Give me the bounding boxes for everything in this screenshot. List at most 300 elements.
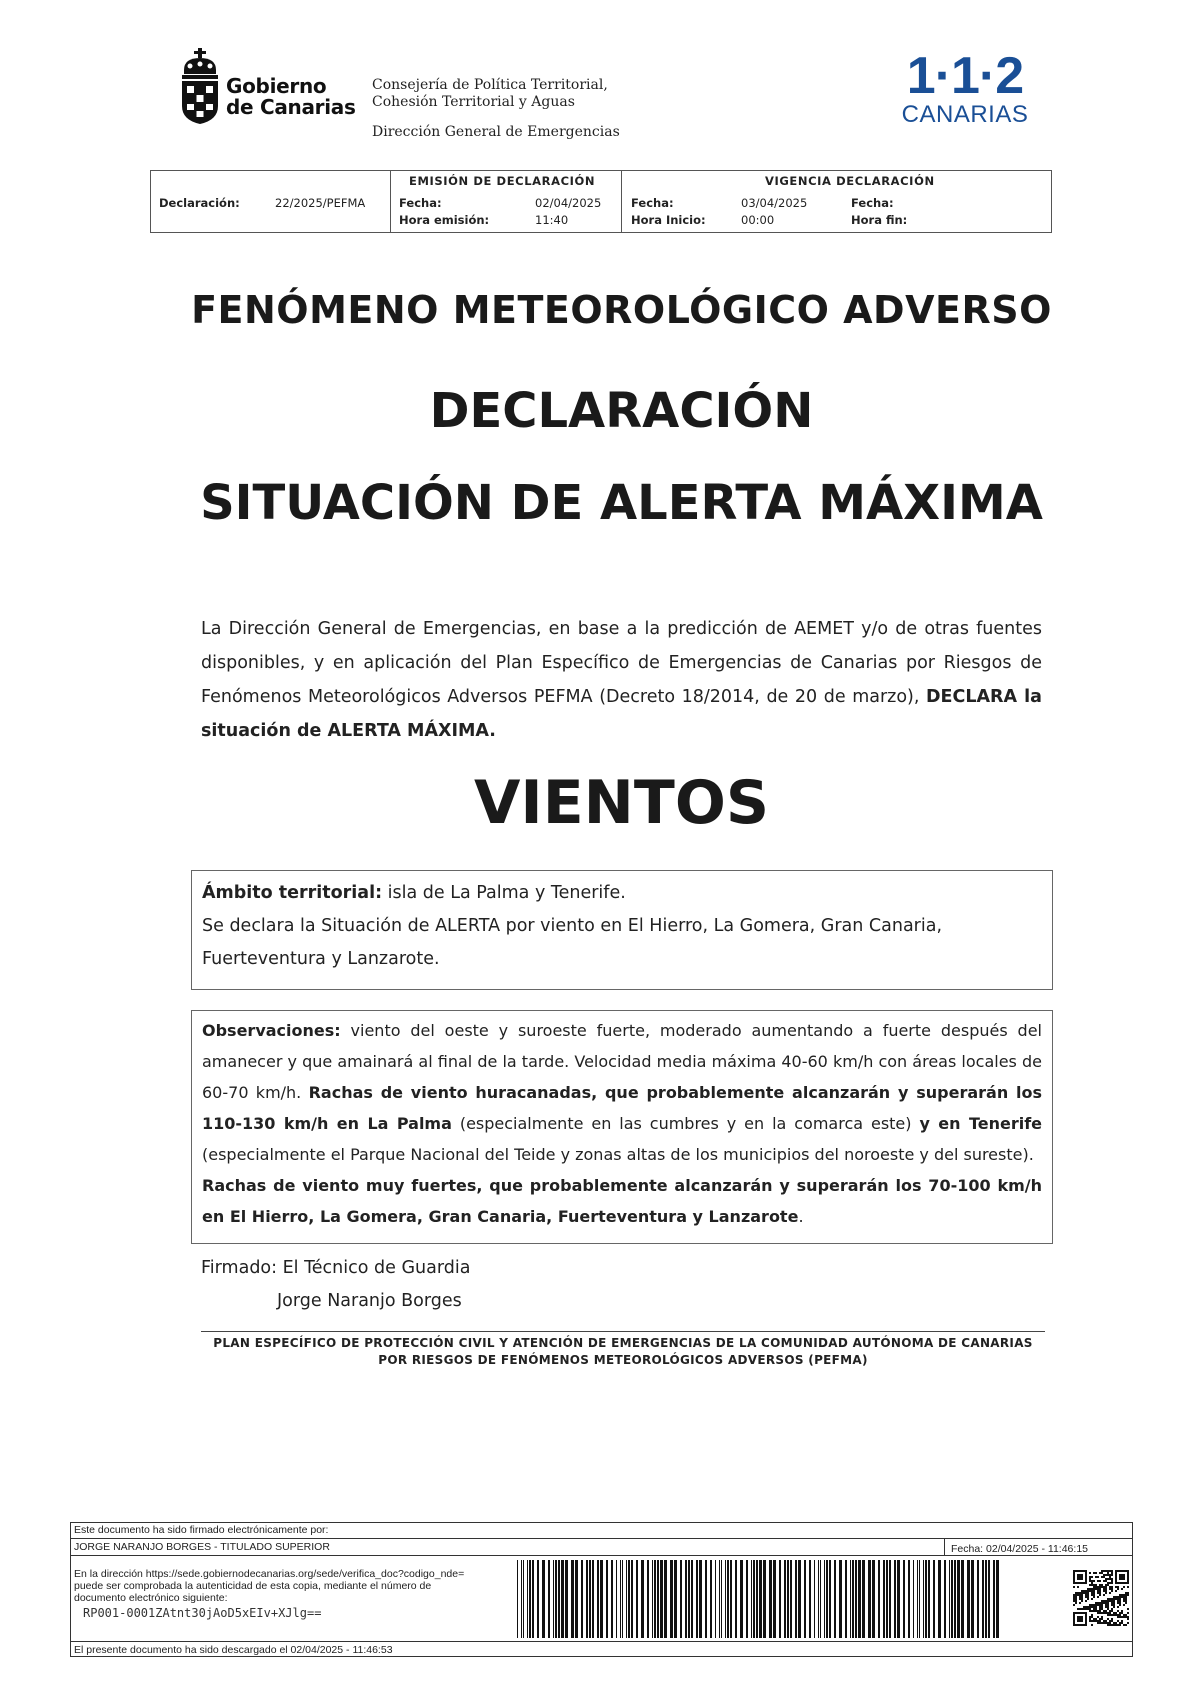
qr-cell [1089,1590,1091,1592]
qr-cell [1115,1622,1117,1624]
qr-cell [1093,1580,1095,1582]
qr-cell [1083,1608,1085,1610]
qr-cell [1109,1574,1111,1576]
barcode-bar [699,1560,702,1638]
barcode-bar [908,1560,910,1638]
barcode-bar [725,1560,726,1638]
barcode-bar [897,1560,900,1638]
qr-cell [1111,1614,1113,1616]
qr-cell [1087,1590,1089,1592]
qr-cell [1093,1620,1095,1622]
consejeria-line1: Consejería de Política Territorial, [372,77,608,93]
observaciones-paragraph2 [202,1170,1042,1232]
observaciones-text2: (especialmente en las cumbres y en la comarca este) [451,1114,920,1133]
qr-cell [1111,1604,1113,1606]
intro-text: La Dirección General de Emergencias, en base a la predicción de AEMET y/o de otras fuentes disponibles, y en aplicación del Plan Específico de Emergencias de Canarias por Riesgos de Fenómenos Meteorológicos Adversos PEFMA (Decreto 18/2014, de 20 de marzo), [201,619,1042,707]
qr-cell [1075,1594,1077,1596]
qr-cell [1093,1594,1095,1596]
barcode-bar [527,1560,528,1638]
qr-cell [1107,1578,1109,1580]
qr-cell [1103,1600,1105,1602]
qr-cell [1095,1602,1097,1604]
vigencia-fecha-label: Fecha: [631,196,674,210]
qr-cell [1109,1578,1111,1580]
barcode-bar [548,1560,550,1638]
plan-line2: POR RIESGOS DE FENÓMENOS METEOROLÓGICOS ADVERSOS (PEFMA) [378,1353,868,1367]
observaciones-text4: . [798,1207,804,1226]
qr-cell [1087,1596,1089,1598]
qr-cell [1113,1600,1115,1602]
qr-cell [1099,1612,1101,1614]
barcode-bar [586,1560,588,1638]
qr-cell [1091,1614,1093,1616]
barcode-bar [862,1560,865,1638]
qr-cell [1111,1582,1113,1584]
qr-cell [1109,1588,1111,1590]
qr-cell [1093,1604,1095,1606]
qr-cell [1119,1602,1121,1604]
qr-cell [1093,1592,1095,1594]
qr-cell [1081,1590,1083,1592]
barcode-bar [532,1560,534,1638]
qr-cell [1107,1608,1109,1610]
barcode-bar [647,1560,649,1638]
barcode-bar [988,1560,990,1638]
qr-cell [1121,1594,1123,1596]
observaciones-paragraph [202,1015,1042,1170]
barcode-bar [820,1560,821,1638]
qr-cell [1099,1594,1101,1596]
qr-cell [1107,1612,1109,1614]
title-declaracion: DECLARACIÓN [429,383,814,439]
qr-cell [1079,1592,1081,1594]
barcode-bar [784,1560,786,1638]
qr-cell [1115,1598,1117,1600]
qr-cell [1127,1616,1129,1618]
qr-cell [1089,1604,1091,1606]
qr-cell [1125,1592,1127,1594]
barcode-bar [664,1560,667,1638]
qr-cell [1123,1598,1125,1600]
qr-cell [1101,1570,1103,1572]
barcode-bar [685,1560,687,1638]
qr-cell [1117,1596,1119,1598]
qr-cell [1105,1574,1107,1576]
barcode-bar [517,1560,518,1638]
qr-cell [1099,1604,1101,1606]
emision-hora-value: 11:40 [535,213,569,227]
barcode-bar [555,1560,557,1638]
qr-cell [1119,1596,1121,1598]
qr-cell [1079,1594,1081,1596]
qr-cell [1081,1598,1083,1600]
declaracion-label: Declaración: [159,196,240,210]
barcode-bar [537,1560,539,1638]
qr-cell [1113,1622,1115,1624]
qr-cell [1107,1606,1109,1608]
logo-112-subtitle: CANARIAS [901,101,1029,128]
intro-paragraph [201,612,1042,748]
barcode-bar [763,1560,766,1638]
qr-cell [1103,1610,1105,1612]
qr-cell [1109,1576,1111,1578]
qr-cell [1097,1590,1099,1592]
qr-cell [1097,1586,1099,1588]
qr-cell [1113,1604,1115,1606]
qr-cell [1111,1620,1113,1622]
qr-cell [1121,1616,1123,1618]
qr-code-icon [1073,1570,1129,1626]
qr-cell [1111,1590,1113,1592]
qr-cell [1095,1586,1097,1588]
barcode-bar [691,1560,693,1638]
barcode-bar [740,1560,743,1638]
footer-divider [71,1641,1132,1642]
qr-cell [1103,1622,1105,1624]
barcode-bar [944,1560,946,1638]
qr-cell [1091,1598,1093,1600]
barcode-bar [779,1560,781,1638]
declaration-table [150,170,1052,233]
vigencia-hora-inicio-value: 00:00 [741,213,775,227]
qr-cell [1125,1602,1127,1604]
barcode-bar [872,1560,875,1638]
qr-cell [1095,1588,1097,1590]
qr-cell [1111,1598,1113,1600]
qr-cell [1101,1584,1103,1586]
qr-cell [1101,1602,1103,1604]
barcode-bar [938,1560,941,1638]
barcode-bar [985,1560,987,1638]
qr-cell [1111,1570,1113,1572]
qr-cell [1081,1594,1083,1596]
barcode-bar [628,1560,630,1638]
barcode-bar [529,1560,531,1638]
barcode-bar [719,1560,720,1638]
qr-cell [1099,1620,1101,1622]
barcode-bar [883,1560,885,1638]
barcode-bar [913,1560,914,1638]
barcode-bar [558,1560,560,1638]
qr-cell [1079,1598,1081,1600]
barcode-bar [919,1560,920,1638]
emision-header: EMISIÓN DE DECLARACIÓN [409,174,596,188]
barcode-bar [652,1560,653,1638]
qr-cell [1107,1572,1109,1574]
qr-cell [1081,1600,1083,1602]
qr-cell [1117,1624,1119,1626]
qr-cell [1113,1606,1115,1608]
barcode-bar [641,1560,644,1638]
qr-cell [1101,1604,1103,1606]
qr-cell [1099,1618,1101,1620]
qr-cell [1127,1612,1129,1614]
qr-cell [1099,1592,1101,1594]
observaciones-bold2: y en Tenerife [919,1114,1043,1133]
barcode-bar [852,1560,854,1638]
qr-cell [1091,1592,1093,1594]
observaciones-label: Observaciones: [202,1021,341,1040]
qr-cell [1091,1594,1093,1596]
qr-cell [1097,1620,1099,1622]
barcode-bar [798,1560,801,1638]
qr-cell [1107,1598,1109,1600]
qr-cell [1119,1614,1121,1616]
barcode-bar [759,1560,762,1638]
barcode-bar [622,1560,623,1638]
qr-cell [1091,1606,1093,1608]
qr-cell [1083,1592,1085,1594]
plan-footer [201,1335,1045,1369]
qr-cell [1119,1622,1121,1624]
fin-fecha-label: Fecha: [851,196,894,210]
qr-cell [1117,1586,1119,1588]
qr-cell [1105,1570,1107,1572]
qr-cell [1121,1620,1123,1622]
barcode-bar [620,1560,621,1638]
qr-cell [1101,1606,1103,1608]
barcode-bar [839,1560,842,1638]
electronic-signature-box [70,1522,1133,1657]
qr-cell [1087,1606,1089,1608]
qr-cell [1105,1588,1107,1590]
qr-cell [1089,1616,1091,1618]
barcode-bar [961,1560,964,1638]
consejeria [372,77,608,111]
qr-cell [1089,1588,1091,1590]
qr-cell [1093,1572,1095,1574]
qr-cell [1097,1592,1099,1594]
qr-cell [1119,1612,1121,1614]
qr-cell [1101,1612,1103,1614]
qr-cell [1103,1590,1105,1592]
qr-cell [1105,1586,1107,1588]
qr-cell [1085,1606,1087,1608]
qr-cell [1117,1602,1119,1604]
qr-cell [1079,1596,1081,1598]
emision-fecha-label: Fecha: [399,196,442,210]
qr-cell [1119,1600,1121,1602]
qr-cell [1099,1572,1101,1574]
qr-cell [1091,1604,1093,1606]
qr-cell [1099,1610,1101,1612]
qr-cell [1101,1600,1103,1602]
barcode-bar [834,1560,836,1638]
qr-cell [1123,1614,1125,1616]
barcode-bar [670,1560,673,1638]
firmado-por-text: Este documento ha sido firmado electrónicamente por: [74,1524,329,1536]
observaciones-box [191,1010,1053,1244]
qr-cell [1103,1594,1105,1596]
qr-cell [1119,1624,1121,1626]
qr-cell [1075,1600,1077,1602]
qr-cell [1111,1588,1113,1590]
qr-cell [1101,1576,1103,1578]
firmante-name: Jorge Naranjo Borges [277,1291,462,1311]
qr-cell [1095,1606,1097,1608]
qr-cell [1097,1596,1099,1598]
qr-cell [1119,1594,1121,1596]
footer-divider [71,1555,1132,1556]
footer-divider [71,1538,1132,1539]
qr-cell [1081,1592,1083,1594]
ambito-box [191,870,1053,990]
qr-cell [1123,1594,1125,1596]
qr-cell [1103,1586,1105,1588]
verifica-line2: puede ser comprobada la autenticidad de esta copia, mediante el número de [74,1580,432,1592]
barcode-bar [657,1560,659,1638]
qr-cell [1107,1600,1109,1602]
qr-cell [1089,1620,1091,1622]
gobierno-line2: de Canarias [226,95,356,119]
qr-cell [1111,1580,1113,1582]
qr-cell [1073,1604,1075,1606]
intro-bold: DECLARA la situación de ALERTA MÁXIMA. [201,687,1042,741]
qr-cell [1077,1574,1083,1580]
qr-cell [1109,1610,1111,1612]
qr-cell [1121,1622,1123,1624]
qr-cell [1085,1600,1087,1602]
qr-cell [1101,1586,1103,1588]
qr-cell [1103,1602,1105,1604]
barcode-bar [523,1560,524,1638]
qr-cell [1095,1608,1097,1610]
barcode-bar [933,1560,935,1638]
qr-cell [1121,1596,1123,1598]
qr-cell [1119,1616,1121,1618]
qr-cell [1105,1578,1107,1580]
qr-cell [1123,1596,1125,1598]
qr-cell [1105,1604,1107,1606]
barcode-bar [581,1560,583,1638]
qr-cell [1123,1600,1125,1602]
qr-cell [1109,1624,1111,1626]
qr-cell [1093,1588,1095,1590]
qr-cell [1095,1604,1097,1606]
barcode-bar [715,1560,716,1638]
qr-cell [1107,1570,1109,1572]
qr-cell [1075,1598,1077,1600]
barcode-bar [710,1560,712,1638]
barcode-bar [795,1560,797,1638]
qr-cell [1097,1602,1099,1604]
qr-cell [1117,1598,1119,1600]
barcode-bar [756,1560,758,1638]
qr-cell [1101,1622,1103,1624]
vigencia-hora-inicio-label: Hora Inicio: [631,213,706,227]
qr-cell [1083,1606,1085,1608]
qr-cell [1113,1614,1115,1616]
barcode-bar [730,1560,732,1638]
barcode-bar [957,1560,960,1638]
qr-cell [1097,1612,1099,1614]
qr-cell [1085,1592,1087,1594]
barcode-bar [814,1560,815,1638]
qr-cell [1111,1624,1113,1626]
qr-cell [1107,1602,1109,1604]
barcode-bar [886,1560,888,1638]
qr-cell [1093,1608,1095,1610]
qr-cell [1079,1602,1081,1604]
qr-cell [1115,1612,1117,1614]
qr-cell [1093,1618,1095,1620]
qr-cell [1077,1594,1079,1596]
qr-cell [1117,1606,1119,1608]
qr-cell [1087,1592,1089,1594]
qr-cell [1077,1608,1079,1610]
qr-cell [1087,1608,1089,1610]
qr-cell [1109,1592,1111,1594]
qr-cell [1091,1576,1093,1578]
barcode-bar [949,1560,950,1638]
qr-cell [1115,1596,1117,1598]
qr-cell [1099,1580,1101,1582]
qr-cell [1105,1602,1107,1604]
qr-cell [1089,1610,1091,1612]
qr-cell [1127,1586,1129,1588]
barcode-bar [818,1560,819,1638]
qr-cell [1115,1586,1117,1588]
qr-cell [1093,1596,1095,1598]
qr-cell [1101,1616,1103,1618]
qr-cell [1089,1576,1091,1578]
qr-cell [1123,1616,1125,1618]
qr-cell [1107,1584,1109,1586]
qr-cell [1105,1600,1107,1602]
barcode-bar [626,1560,627,1638]
qr-cell [1097,1604,1099,1606]
qr-cell [1119,1604,1121,1606]
qr-cell [1103,1576,1105,1578]
vigencia-header: VIGENCIA DECLARACIÓN [765,174,935,188]
barcode-bar [688,1560,690,1638]
qr-cell [1097,1588,1099,1590]
barcode-bar [826,1560,828,1638]
barcode-bar [850,1560,851,1638]
barcode-bar [925,1560,927,1638]
qr-cell [1107,1574,1109,1576]
firmante-text: JORGE NARANJO BORGES - TITULADO SUPERIOR [74,1541,330,1553]
ambito-line2: Se declara la Situación de ALERTA por viento en El Hierro, La Gomera, Gran Canaria, Fuerteventura y Lanzarote. [202,916,943,969]
qr-cell [1109,1600,1111,1602]
verifica-line3: documento electrónico siguiente: [74,1592,228,1604]
barcode-bar [696,1560,698,1638]
qr-cell [1105,1592,1107,1594]
barcode-bar [858,1560,861,1638]
qr-cell [1097,1616,1099,1618]
barcode-bar [829,1560,831,1638]
barcode-bar [787,1560,789,1638]
qr-cell [1117,1616,1119,1618]
qr-cell [1115,1624,1117,1626]
qr-cell [1095,1620,1097,1622]
qr-cell [1117,1588,1119,1590]
qr-cell [1081,1596,1083,1598]
qr-cell [1107,1624,1109,1626]
barcode-bar [654,1560,656,1638]
qr-cell [1091,1584,1093,1586]
qr-cell [1093,1606,1095,1608]
qr-cell [1073,1596,1075,1598]
barcode-bar [824,1560,825,1638]
ambito-line1 [202,877,1042,910]
qr-cell [1091,1580,1093,1582]
qr-cell [1077,1586,1079,1588]
observaciones-bold1: Rachas de viento huracanadas, que probablemente alcanzarán y superarán los 110-130 km/h en La Palma [202,1083,1043,1133]
barcode-bar [855,1560,857,1638]
logo-112-canarias [900,47,1030,140]
qr-cell [1109,1582,1111,1584]
